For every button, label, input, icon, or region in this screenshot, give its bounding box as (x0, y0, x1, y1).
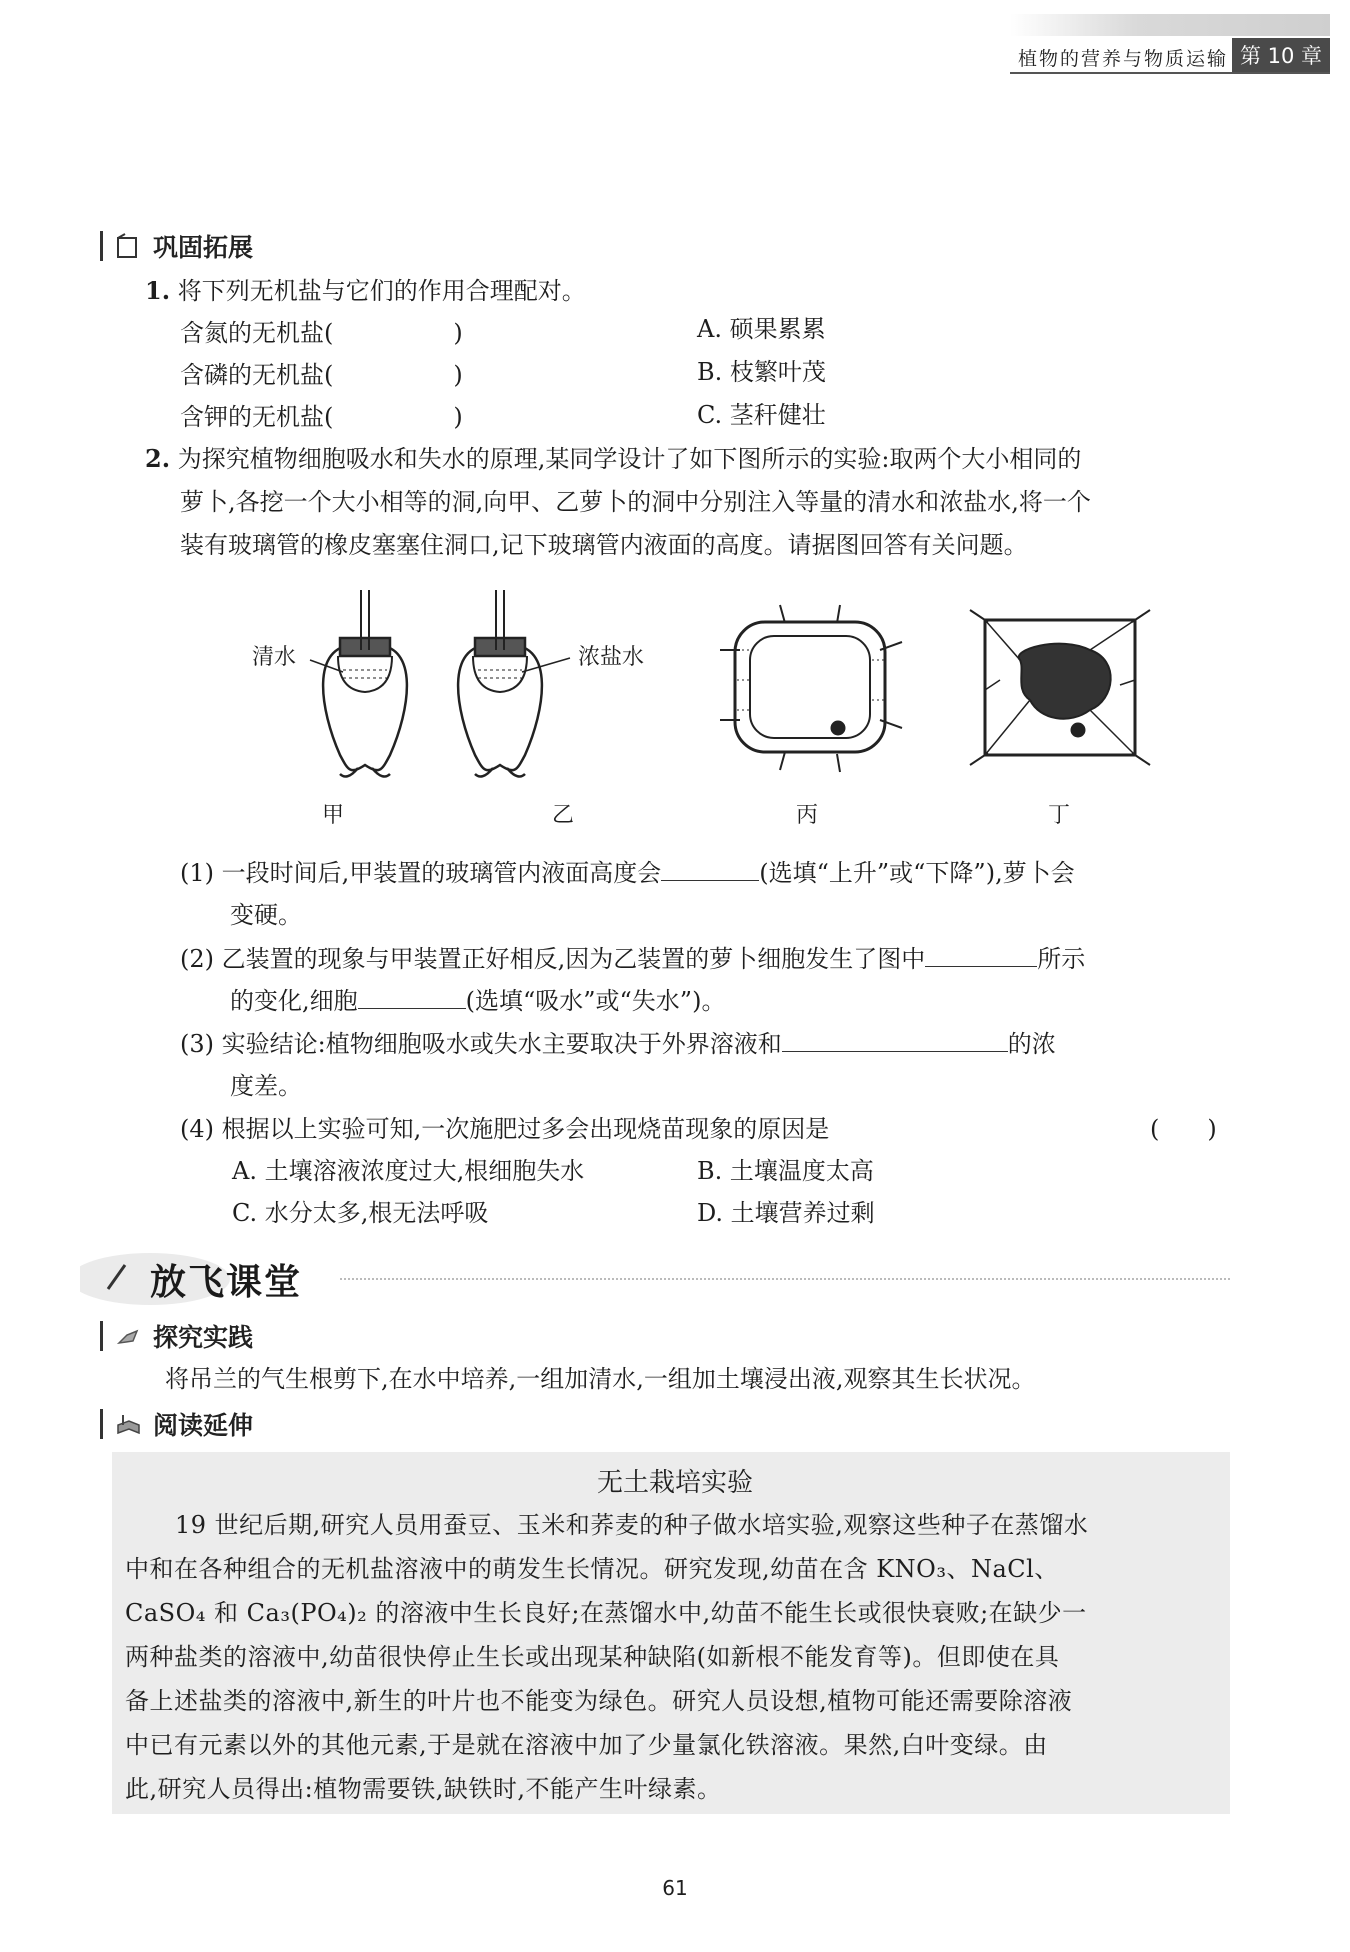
experiment-figure (240, 590, 1180, 790)
label-water: 清水 (252, 645, 297, 670)
section-bar (100, 231, 103, 261)
header-decoration (1010, 14, 1330, 36)
cell-ding-diagram (970, 610, 1150, 765)
subquestion-text: 的浓 (1007, 1030, 1056, 1058)
subquestion-text: (2) 乙装置的现象与甲装置正好相反,因为乙装置的萝卜细胞发生了图中 (180, 945, 926, 973)
answer-blank[interactable] (358, 986, 466, 1009)
question-stem-line: 萝卜,各挖一个大小相等的洞,向甲、乙萝卜的洞中分别注入等量的清水和浓盐水,将一个 (180, 488, 1091, 516)
section-explore (100, 1318, 253, 1354)
caption-jia: 甲 (322, 803, 345, 828)
match-left-item: 含磷的无机盐( ) (180, 361, 463, 389)
subquestion-3 (180, 1027, 1056, 1061)
chapter-badge: 第 10 章 (1232, 38, 1330, 72)
subquestion-2 (180, 942, 1085, 976)
section-reading (100, 1406, 253, 1442)
section-bar (100, 1409, 103, 1439)
label-salt-water: 浓盐水 (578, 645, 645, 670)
subquestion-text: (1) 一段时间后,甲装置的玻璃管内液面高度会 (180, 859, 662, 887)
subquestion-text: (选填“吸水”或“失水”)。 (465, 987, 726, 1015)
article-line: 备上述盐类的溶液中,新生的叶片也不能变为绿色。研究人员设想,植物可能还需要除溶液 (125, 1687, 1073, 1715)
question-2 (145, 442, 1081, 476)
question-number: 2. (145, 444, 171, 473)
caption-bing: 丙 (796, 803, 819, 828)
subquestion-text: 所示 (1037, 945, 1086, 973)
section-title: 巩固拓展 (153, 233, 254, 262)
radish-yi-diagram (458, 590, 570, 776)
option-c: C. 水分太多,根无法呼吸 (232, 1199, 489, 1227)
article-line: 中和在各种组合的无机盐溶液中的萌发生长情况。研究发现,幼苗在含 KNO₃、NaCl、 (125, 1555, 1059, 1583)
article-line: 中已有元素以外的其他元素,于是就在溶液中加了少量氯化铁溶液。果然,白叶变绿。由 (125, 1731, 1048, 1759)
book-icon (115, 1411, 141, 1437)
caption-ding: 丁 (1048, 803, 1071, 828)
question-stem-line: 装有玻璃管的橡皮塞塞住洞口,记下玻璃管内液面的高度。请据图回答有关问题。 (180, 531, 1028, 559)
section-title: 阅读延伸 (153, 1411, 254, 1440)
answer-blank[interactable] (661, 858, 759, 881)
radish-jia-diagram (310, 590, 407, 776)
explore-text: 将吊兰的气生根剪下,在水中培养,一组加清水,一组加土壤浸出液,观察其生长状况。 (165, 1365, 1036, 1393)
article-line: 两种盐类的溶液中,幼苗很快停止生长或出现某种缺陷(如新根不能发育等)。但即使在具 (125, 1643, 1060, 1671)
subquestion-text: 的变化,细胞 (230, 987, 358, 1015)
answer-blank[interactable] (782, 1029, 1008, 1052)
section-title: 探究实践 (153, 1323, 254, 1352)
question-1 (145, 274, 586, 308)
match-right-item: C. 茎秆健壮 (697, 401, 826, 429)
article-line: 19 世纪后期,研究人员用蚕豆、玉米和荞麦的种子做水培实验,观察这些种子在蒸馏水 (175, 1511, 1089, 1539)
article-title: 无土栽培实验 (596, 1468, 753, 1498)
header-rule (1010, 72, 1330, 74)
header-section-title: 植物的营养与物质运输 (1018, 48, 1229, 70)
section-consolidate (100, 228, 253, 264)
match-right-item: A. 硕果累累 (697, 315, 826, 343)
cell-bing-diagram (720, 605, 902, 772)
subquestion-4: (4) 根据以上实验可知,一次施肥过多会出现烧苗现象的原因是 (180, 1115, 830, 1143)
banner-divider (340, 1278, 1230, 1280)
match-left-item: 含氮的无机盐( ) (180, 319, 463, 347)
question-stem: 为探究植物细胞吸水和失水的原理,某同学设计了如下图所示的实验:取两个大小相同的 (177, 445, 1082, 473)
section-bar (100, 1321, 103, 1351)
match-left-item: 含钾的无机盐( ) (180, 403, 463, 431)
option-d: D. 土壤营养过剩 (697, 1199, 875, 1227)
caption-yi: 乙 (552, 803, 575, 828)
question-number: 1. (145, 276, 171, 305)
magnifier-icon (115, 1323, 141, 1349)
subquestion-2-cont (230, 984, 725, 1018)
subquestion-1 (180, 856, 1075, 890)
question-stem: 将下列无机盐与它们的作用合理配对。 (177, 277, 586, 305)
match-right-item: B. 枝繁叶茂 (697, 358, 826, 386)
option-b: B. 土壤温度太高 (697, 1157, 874, 1185)
answer-blank[interactable] (925, 944, 1037, 967)
banner-title: 放飞课堂 (150, 1262, 303, 1303)
subquestion-text: (3) 实验结论:植物细胞吸水或失水主要取决于外界溶液和 (180, 1030, 782, 1058)
subquestion-text: (选填“上升”或“下降”),萝卜会 (759, 859, 1075, 887)
answer-paren[interactable]: ( ) (1150, 1115, 1217, 1143)
notebook-icon (115, 233, 141, 259)
article-line: CaSO₄ 和 Ca₃(PO₄)₂ 的溶液中生长良好;在蒸馏水中,幼苗不能生长或很快衰败;在缺少一 (125, 1599, 1087, 1627)
page-number: 61 (662, 1876, 688, 1900)
subquestion-1-cont: 变硬。 (230, 901, 302, 929)
option-a: A. 土壤溶液浓度过大,根细胞失水 (232, 1157, 585, 1185)
article-line: 此,研究人员得出:植物需要铁,缺铁时,不能产生叶绿素。 (125, 1775, 722, 1803)
subquestion-3-cont: 度差。 (230, 1072, 302, 1100)
